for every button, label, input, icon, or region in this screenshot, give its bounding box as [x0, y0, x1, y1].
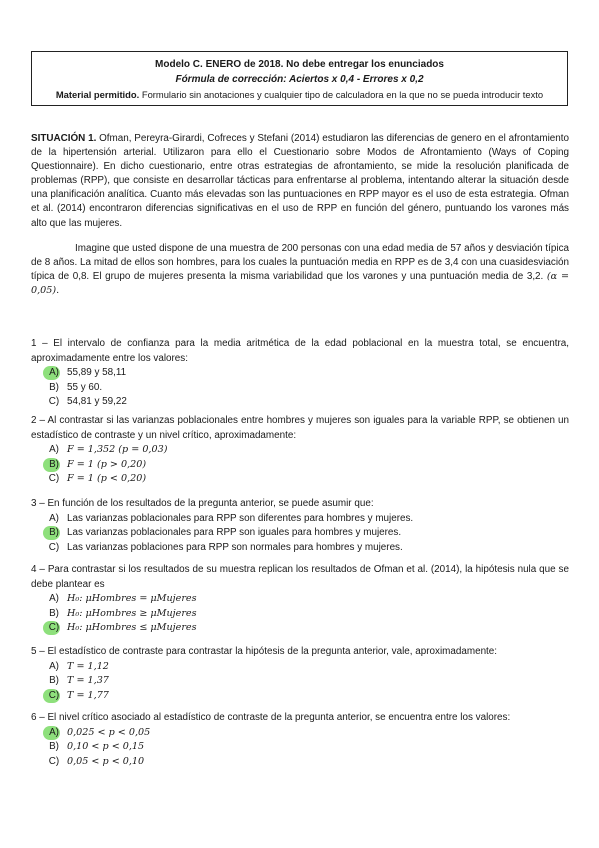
option-letter: C): [48, 689, 60, 701]
option-text: F = 1 (p > 0,20): [67, 458, 147, 470]
situation-label: SITUACIÓN 1.: [31, 133, 97, 144]
option-letter: A): [49, 593, 59, 604]
question-4-option-b[interactable]: [31, 607, 569, 622]
situation-paragraph-2: [31, 242, 569, 298]
option-text: F = 1,352 (p = 0,03): [67, 444, 168, 455]
question-4-option-a[interactable]: [31, 592, 569, 607]
allowed-material-text: Formulario sin anotaciones y cualquier tipo de calculadora en la que no se pueda introducir texto: [139, 89, 544, 100]
option-text: Las varianzas poblacionales para RPP son diferentes para hombres y mujeres.: [67, 512, 414, 524]
exam-header: [31, 51, 568, 106]
option-letter: B): [49, 381, 59, 393]
option-letter: A): [49, 726, 59, 738]
question-6-stem: 6 – El nivel crítico asociado al estadístico de contraste de la pregunta anterior, se encuentra entre los valores:: [31, 712, 511, 723]
question-6-option-b[interactable]: [31, 740, 569, 755]
option-text: 0,025 < p < 0,05: [67, 726, 151, 738]
question-4-stem: 4 – Para contrastar si los resultados de su muestra replican los resultados de Ofman et al. (2014), la hipótesis nula que se debe plantear es: [31, 564, 569, 590]
question-5-stem: 5 – El estadístico de contraste para contrastar la hipótesis de la pregunta anterior, vale, aproximadamente:: [31, 646, 498, 657]
option-letter: C): [48, 473, 60, 484]
option-text: Las varianzas poblacionales para RPP son iguales para hombres y mujeres.: [67, 527, 402, 538]
situation-text: [31, 132, 569, 309]
option-letter: C): [48, 622, 60, 633]
option-letter: B): [49, 675, 59, 686]
allowed-material: [32, 87, 567, 102]
question-1: [31, 337, 569, 410]
option-text: 54,81 y 59,22: [67, 396, 127, 407]
option-text: F = 1 (p < 0,20): [67, 473, 147, 484]
question-6-option-a[interactable]: [31, 726, 569, 741]
option-letter: B): [49, 607, 59, 619]
question-3-option-b[interactable]: [31, 526, 569, 541]
question-5-option-c[interactable]: [31, 689, 569, 704]
option-text: 0,10 < p < 0,15: [67, 741, 145, 752]
question-6-option-c[interactable]: [31, 755, 569, 770]
question-3-option-a[interactable]: [31, 512, 569, 527]
question-6: [31, 711, 569, 769]
correction-formula: Fórmula de corrección: Aciertos x 0,4 - Errores x 0,2: [175, 74, 424, 85]
exam-model-title: Modelo C. ENERO de 2018. No debe entregar los enunciados: [155, 59, 444, 70]
question-2-option-a[interactable]: [31, 443, 569, 458]
question-2-stem: 2 – Al contrastar si las varianzas poblacionales entre hombres y mujeres son iguales para la variable RPP, se obtienen un estadístico de contraste y un nivel crítico, aproximadamente:: [31, 415, 569, 441]
situation-paragraph-1: [31, 132, 569, 231]
question-3: [31, 497, 569, 555]
question-1-option-c[interactable]: [31, 395, 569, 410]
option-text: T = 1,12: [67, 660, 109, 672]
question-3-option-c[interactable]: [31, 541, 569, 556]
option-text: 0,05 < p < 0,10: [67, 755, 145, 767]
question-5-option-a[interactable]: [31, 660, 569, 675]
option-letter: B): [49, 741, 59, 752]
option-letter: B): [49, 527, 59, 538]
option-text: 55,89 y 58,11: [67, 367, 127, 378]
question-4-option-c[interactable]: [31, 621, 569, 636]
option-letter: C): [48, 541, 60, 553]
question-4: [31, 563, 569, 636]
option-text: H₀: μHombres ≥ μMujeres: [67, 607, 197, 619]
option-text: T = 1,77: [67, 689, 109, 701]
question-5-option-b[interactable]: [31, 674, 569, 689]
situation-paragraph-2-text: Imagine que usted dispone de una muestra de 200 personas con una edad media de 57 años y desviación típica de 8 años. La mitad de ellos son hombres, para los cuales la puntuación media en RPP es de 3,4 con una cuasidesviación típica de 0,8. El grupo de mujeres presenta la misma variabilidad que los varones y una puntuación media de 3,2.: [31, 242, 569, 282]
option-text: H₀: μHombres = μMujeres: [67, 593, 197, 604]
option-letter: C): [48, 755, 60, 767]
question-1-stem: 1 – El intervalo de confianza para la media aritmética de la edad poblacional en la muestra total, se encuentra, aproximadamente entre los valores:: [31, 338, 569, 364]
option-letter: A): [49, 444, 59, 455]
option-text: Las varianzas poblaciones para RPP son normales para hombres y mujeres.: [67, 541, 403, 553]
question-5: [31, 645, 569, 703]
alpha-level: (α = 0,05).: [31, 270, 569, 296]
question-2-option-b[interactable]: [31, 458, 569, 473]
option-letter: A): [49, 367, 59, 378]
option-letter: A): [49, 660, 59, 672]
option-letter: A): [49, 512, 59, 524]
option-letter: B): [49, 458, 59, 470]
allowed-material-label: Material permitido.: [55, 89, 140, 100]
option-text: T = 1,37: [67, 675, 109, 686]
option-text: H₀: μHombres ≤ μMujeres: [67, 622, 197, 633]
option-letter: C): [48, 396, 60, 407]
option-text: 55 y 60.: [67, 381, 103, 393]
question-1-option-b[interactable]: [31, 381, 569, 396]
question-2-option-c[interactable]: [31, 472, 569, 487]
question-3-stem: 3 – En función de los resultados de la pregunta anterior, se puede asumir que:: [31, 498, 374, 509]
question-1-option-a[interactable]: [31, 366, 569, 381]
situation-paragraph-1-text: Ofman, Pereyra-Girardi, Cofreces y Stefani (2014) estudiaron las diferencias de genero en el afrontamiento de la hipertensión arterial. Utilizaron para ello el Cuestionario sobre Modos de Afrontamiento (Ways of Coping Questionnaire). En dicho cuestionario, entre otras estrategias de afrontamiento, se mide la resolución planificada de problemas (RPP), que consiste en desarrollar tácticas para enfrentarse al problema, intentando alterar la situación desde una planificación analítica. Cuanto más elevadas son las puntuaciones en RPP mayor es el uso de esta estrategia. Ofman et al. (2014) encontraron diferencias significativas en el uso de RPP en función del género, puntuando los varones más alto que las mujeres.: [31, 133, 569, 229]
question-2: [31, 414, 569, 487]
